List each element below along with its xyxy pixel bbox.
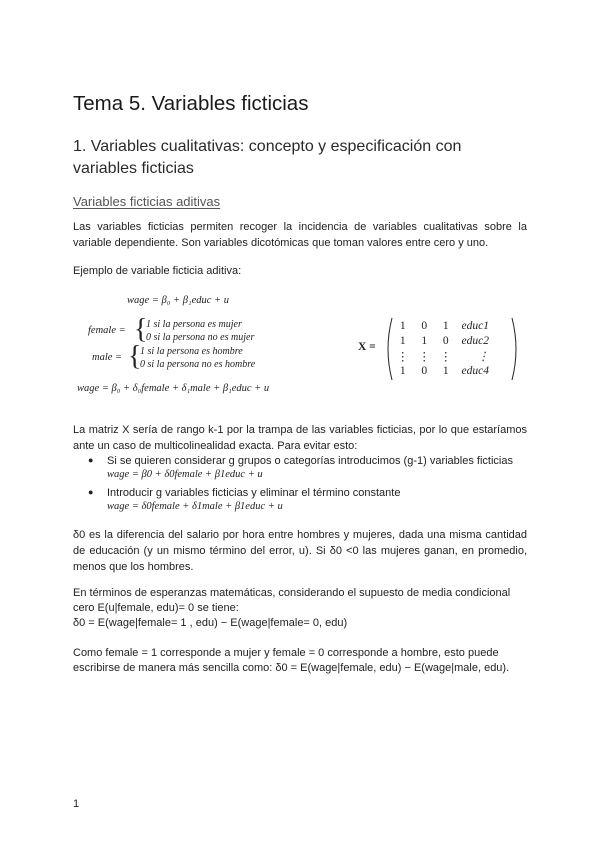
matrix-cell: 1 [442, 319, 449, 332]
bullet-list [88, 453, 528, 517]
bullet-icon: ● [88, 487, 94, 497]
matrix-cell: educ4 [461, 364, 489, 377]
matrix-cell: 0 [421, 319, 428, 332]
matrix-row [392, 333, 491, 348]
male-case-1: 1 si la persona es hombre [140, 346, 243, 357]
bullet-text: Introducir g variables ficticias y eliminar el término constante [107, 487, 401, 499]
list-item [88, 485, 528, 517]
matrix-cell: 0 [442, 334, 449, 347]
matrix-cell: ⋮ [477, 350, 489, 363]
subsection-heading: Variables ficticias aditivas [73, 194, 221, 209]
paragraph-expectations-line3: δ0 = E(wage|female= 1 , edu) − E(wage|female= 0, edu) [73, 617, 348, 629]
matrix-row [392, 318, 491, 333]
matrix-cell: 0 [421, 364, 428, 377]
equation-wage-full: wage = β₀ + δ₀female + δ₁male + β₁educ + u [77, 383, 270, 394]
male-case-0: 0 si la persona no es hombre [140, 359, 256, 370]
paragraph-rank: La matriz X sería de rango k-1 por la trampa de las variables ficticias, por lo que estaríamos ante un caso de multicolinealidad exacta. Para evitar esto: [73, 424, 527, 452]
section-heading: 1. Variables cualitativas: concepto y especificación con variables ficticias [73, 138, 462, 177]
matrix-cell: educ2 [461, 334, 489, 347]
equation-male-def [92, 341, 292, 374]
matrix-cell: ⋮ [418, 350, 430, 363]
paragraph-intro: Las variables ficticias permiten recoger la incidencia de variables cualitativas sobre la variable dependiente. Son variables dicotómicas que toman valores entre cero y uno. [73, 221, 527, 249]
matrix-cell: educ1 [461, 319, 489, 332]
bullet-formula: wage = δ0female + δ1male + β1educ + u [107, 501, 283, 512]
paragraph-delta: δ0 es la diferencia del salario por hora entre hombres y mujeres, dada una misma cantidad de educación (y un mismo término del error, u). Si δ0 <0 las mujeres ganan, en promedio, menos que los hombres. [73, 529, 527, 573]
design-matrix [358, 316, 518, 382]
paragraph-expectations-line1: En términos de esperanzas matemáticas, considerando el supuesto de media condicional [73, 587, 511, 599]
equation-female-def [88, 314, 288, 347]
matrix-cell: ⋮ [440, 350, 452, 363]
page-number: 1 [73, 798, 80, 810]
matrix-cell: 1 [442, 364, 449, 377]
female-case-0: 0 si la persona no es mujer [146, 332, 255, 343]
paragraph-simple-line1: Como female = 1 corresponde a mujer y female = 0 corresponde a hombre, esto puede [73, 647, 499, 659]
matrix-table [392, 318, 491, 378]
matrix-label: X = [358, 341, 376, 353]
brace-icon: { [134, 314, 148, 345]
female-case-1: 1 si la persona es mujer [146, 319, 242, 330]
bullet-icon: ● [88, 455, 94, 465]
matrix-cell: 1 [399, 334, 406, 347]
matrix-row [392, 363, 491, 378]
paragraph-expectations-line2: cero E(u|female, edu)= 0 se tiene: [73, 602, 239, 614]
paragraph-simple-line2: escribirse de manera más sencilla como: δ0 = E(wage|female, edu) − E(wage|male, edu). [73, 662, 510, 674]
matrix-cell: ⋮ [397, 350, 409, 363]
female-lhs: female = [88, 325, 126, 336]
matrix-row [392, 348, 491, 363]
bullet-text: Si se quieren considerar g grupos o categorías introducimos (g-1) variables ficticias [107, 455, 513, 467]
brace-icon: { [128, 341, 142, 372]
list-item [88, 453, 528, 485]
matrix-cell: 1 [399, 319, 406, 332]
matrix-cell: 1 [421, 334, 428, 347]
male-lhs: male = [92, 352, 123, 363]
page-title: Tema 5. Variables ficticias [73, 92, 309, 115]
matrix-cell: 1 [399, 364, 406, 377]
paragraph-example-label: Ejemplo de variable ficticia aditiva: [73, 265, 242, 277]
bullet-formula: wage = β0 + δ0female + β1educ + u [107, 469, 263, 480]
equation-wage-simple: wage = β₀ + β₁educ + u [127, 295, 230, 306]
